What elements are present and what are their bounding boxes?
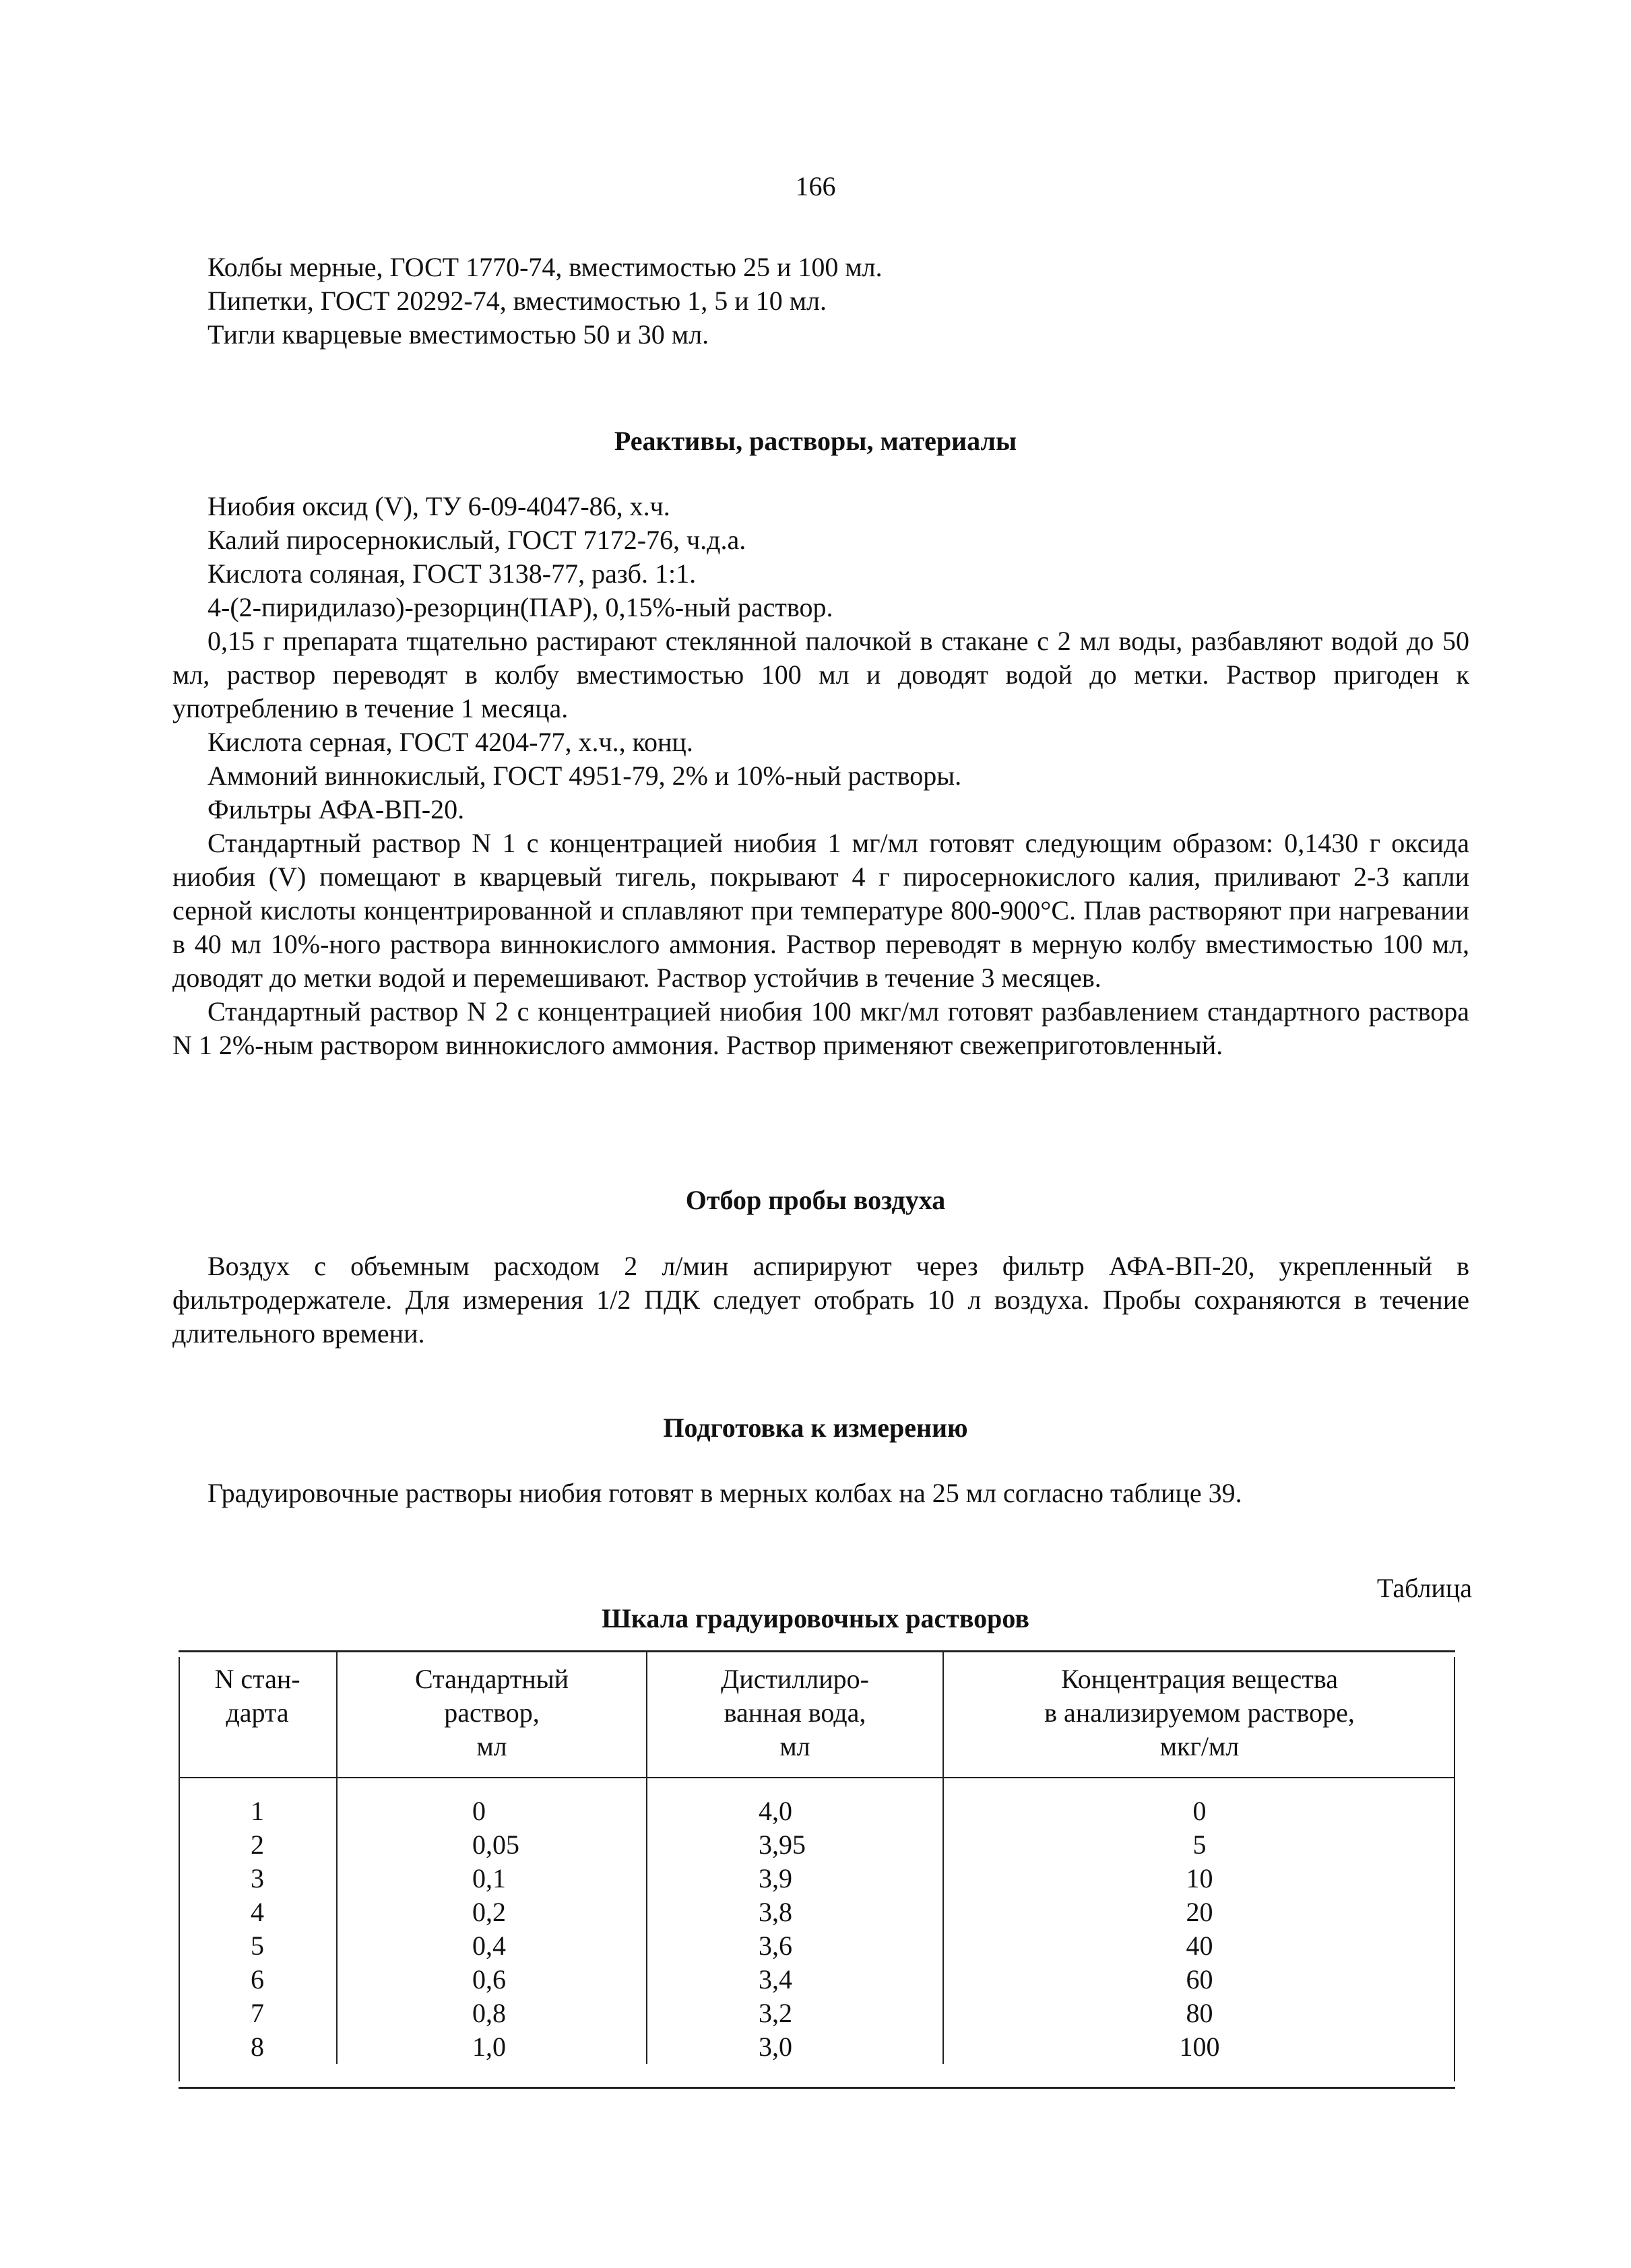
sampling-section xyxy=(172,1250,1469,1351)
par-preparation-paragraph: 0,15 г препарата тщательно растирают стеклянной палочкой в стакане с 2 мл воды, разбавляют водой до 50 мл, раствор переводят в колбу вместимостью 100 мл и доводят водой до метки. Раствор пригоден к употреблению в течение 1 месяца. xyxy=(172,626,1469,723)
equipment-item: Пипетки, ГОСТ 20292-74, вместимостью 1, 5 и 10 мл. xyxy=(207,286,827,316)
section-heading-reagents: Реактивы, растворы, материалы xyxy=(614,426,1017,456)
concentration-cell: 100 xyxy=(943,2030,1455,2064)
concentration-cell: 40 xyxy=(943,1929,1455,1963)
concentration-cell: 60 xyxy=(943,1963,1455,1997)
column-header-line: N стан- xyxy=(214,1664,300,1694)
section-heading-sampling: Отбор пробы воздуха xyxy=(685,1185,946,1215)
table-row xyxy=(179,1997,1455,2030)
standard-number-cell: 2 xyxy=(251,1829,264,1860)
standard-number-cell: 1 xyxy=(251,1796,264,1826)
reagent-item: Кислота серная, ГОСТ 4204-77, х.ч., конц. xyxy=(207,727,693,757)
concentration-cell: 10 xyxy=(943,1862,1455,1896)
equipment-item: Колбы мерные, ГОСТ 1770-74, вместимостью 25 и 100 мл. xyxy=(207,252,883,282)
standard-solution-cell: 0,05 xyxy=(337,1828,647,1862)
standard-solution-cell: 0,4 xyxy=(337,1929,647,1963)
standard-number-cell: 4 xyxy=(251,1897,264,1927)
standard-solution-cell: 1,0 xyxy=(337,2030,647,2064)
table-row xyxy=(179,2030,1455,2064)
table-row xyxy=(179,1828,1455,1862)
column-header-concentration xyxy=(943,1650,1455,1778)
reagent-item: Кислота соляная, ГОСТ 3138-77, разб. 1:1. xyxy=(207,558,697,589)
distilled-water-cell: 3,6 xyxy=(647,1929,943,1963)
equipment-item: Тигли кварцевые вместимостью 50 и 30 мл. xyxy=(207,319,709,350)
distilled-water-cell: 3,8 xyxy=(647,1896,943,1929)
table-body xyxy=(179,1778,1455,2064)
concentration-cell: 5 xyxy=(943,1828,1455,1862)
column-header-line: в анализируемом растворе, xyxy=(1044,1697,1355,1728)
table-header-row xyxy=(179,1650,1455,1778)
table-row xyxy=(179,1963,1455,1997)
table-row xyxy=(179,1896,1455,1929)
reagent-item: Аммоний виннокислый, ГОСТ 4951-79, 2% и 10%-ный растворы. xyxy=(207,760,962,791)
standard-solution-2-paragraph: Стандартный раствор N 2 с концентрацией ниобия 100 мкг/мл готовят разбавлением стандартного раствора N 1 2%-ным раствором виннокислого аммония. Раствор применяют свежеприготовленный. xyxy=(172,996,1469,1060)
column-header-line: мкг/мл xyxy=(1159,1731,1240,1761)
standard-number-cell: 6 xyxy=(251,1964,264,1995)
column-header-standard-number xyxy=(179,1650,337,1778)
distilled-water-cell: 3,4 xyxy=(647,1963,943,1997)
reagent-item: Ниобия оксид (V), ТУ 6-09-4047-86, х.ч. xyxy=(207,491,670,521)
standard-number-cell: 8 xyxy=(251,2032,264,2062)
standard-solution-cell: 0,2 xyxy=(337,1896,647,1929)
reagents-section xyxy=(172,490,1469,1062)
distilled-water-cell: 3,0 xyxy=(647,2030,943,2064)
table-label: Таблица xyxy=(1376,1573,1472,1603)
preparation-paragraph: Градуировочные растворы ниобия готовят в мерных колбах на 25 мл согласно таблице 39. xyxy=(207,1478,1242,1508)
table-row xyxy=(179,1778,1455,1828)
column-header-line: Дистиллиро- xyxy=(721,1664,869,1694)
standard-solution-cell: 0,1 xyxy=(337,1862,647,1896)
table-row xyxy=(179,1929,1455,1963)
equipment-list xyxy=(172,251,1469,352)
standard-solution-cell: 0 xyxy=(337,1778,647,1828)
column-header-standard-solution xyxy=(337,1650,647,1778)
standard-number-cell: 7 xyxy=(251,1998,264,2028)
distilled-water-cell: 3,2 xyxy=(647,1997,943,2030)
column-header-line: ванная вода, xyxy=(724,1697,866,1728)
distilled-water-cell: 3,9 xyxy=(647,1862,943,1896)
column-header-distilled-water xyxy=(647,1650,943,1778)
standard-solution-1-paragraph: Стандартный раствор N 1 с концентрацией ниобия 1 мг/мл готовят следующим образом: 0,1430 г оксида ниобия (V) помещают в кварцевый тигель, покрывают 4 г пиросернокислого калия, приливают 2-3 капли серной кислоты концентрированной и сплавляют при температуре 800-900°С. Плав растворяют при нагревании в 40 мл 10%-ного раствора виннокислого аммония. Раствор переводят в мерную колбу вместимостью 100 мл, доводят до метки водой и перемешивают. Раствор устойчив в течение 3 месяцев. xyxy=(172,828,1469,993)
sampling-paragraph: Воздух с объемным расходом 2 л/мин аспирируют через фильтр АФА-ВП-20, укрепленный в фильтродержателе. Для измерения 1/2 ПДК следует отобрать 10 л воздуха. Пробы сохраняются в течение длительного времени. xyxy=(172,1251,1469,1349)
preparation-section xyxy=(172,1477,1469,1510)
standard-number-cell: 3 xyxy=(251,1863,264,1893)
standard-solution-cell: 0,6 xyxy=(337,1963,647,1997)
calibration-table xyxy=(179,1650,1455,2064)
column-header-line: мл xyxy=(779,1731,810,1761)
column-header-line: дарта xyxy=(226,1697,289,1728)
distilled-water-cell: 3,95 xyxy=(647,1828,943,1862)
concentration-cell: 80 xyxy=(943,1997,1455,2030)
column-header-line: раствор, xyxy=(444,1697,540,1728)
page-number: 166 xyxy=(795,171,836,201)
concentration-cell: 20 xyxy=(943,1896,1455,1929)
standard-number-cell: 5 xyxy=(251,1931,264,1961)
distilled-water-cell: 4,0 xyxy=(647,1778,943,1828)
column-header-line: мл xyxy=(476,1731,507,1761)
section-heading-preparation: Подготовка к измерению xyxy=(663,1413,968,1443)
table-row xyxy=(179,1862,1455,1896)
table-title: Шкала градуировочных растворов xyxy=(601,1603,1030,1633)
table-bottom-rule xyxy=(179,2087,1455,2089)
reagent-item: Фильтры АФА-ВП-20. xyxy=(207,794,465,824)
reagent-item: 4-(2-пиридилазо)-резорцин(ПАР), 0,15%-ный раствор. xyxy=(207,592,833,622)
column-header-line: Концентрация вещества xyxy=(1061,1664,1338,1694)
column-header-line: Стандартный xyxy=(414,1664,569,1694)
standard-solution-cell: 0,8 xyxy=(337,1997,647,2030)
reagent-item: Калий пиросернокислый, ГОСТ 7172-76, ч.д.а. xyxy=(207,525,746,555)
concentration-cell: 0 xyxy=(943,1778,1455,1828)
